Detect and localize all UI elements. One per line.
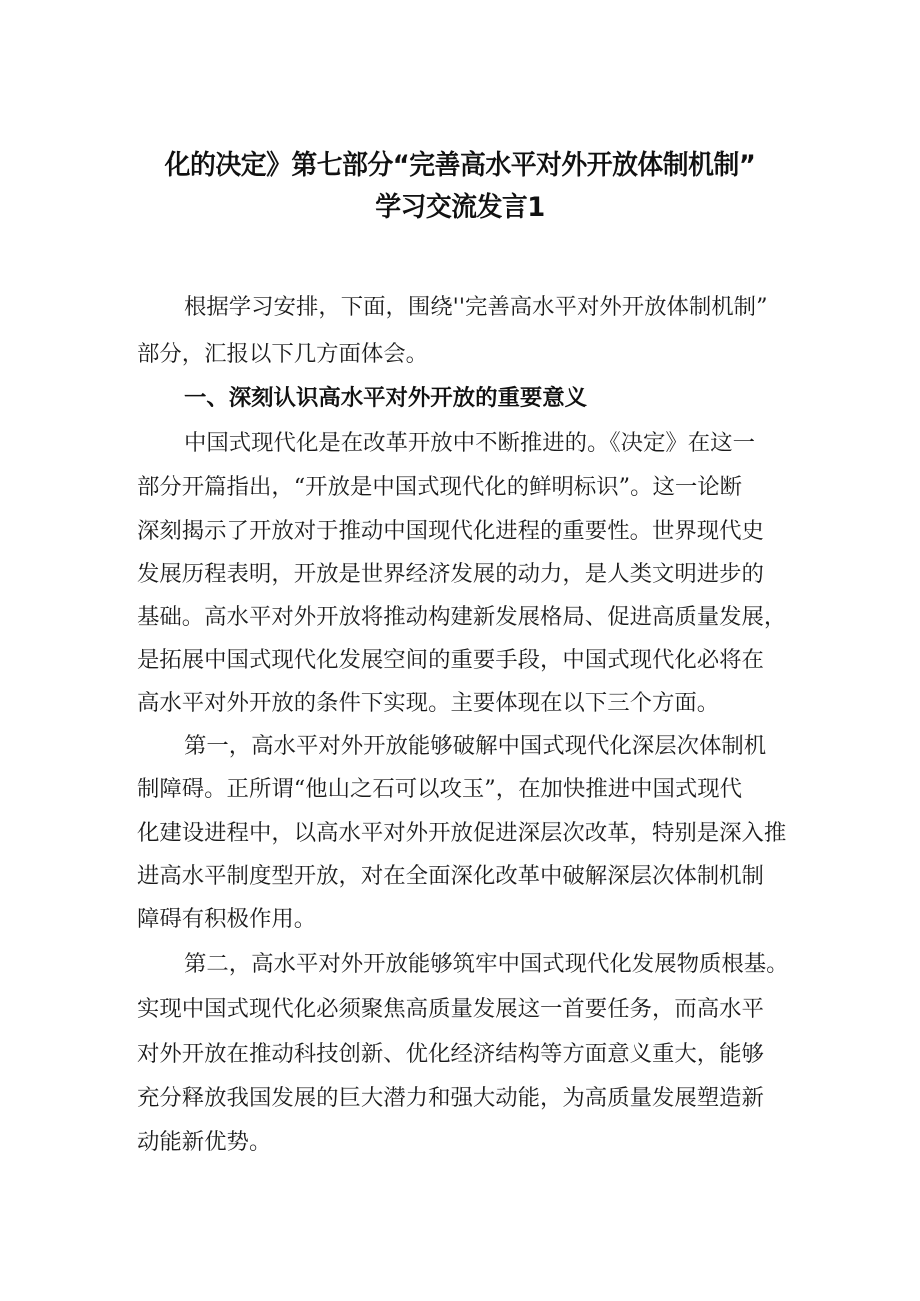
paragraph-line: 第二，高水平对外开放能够筑牢中国式现代化发展物质根基。 bbox=[184, 951, 789, 977]
paragraph-line: 高水平对外开放的条件下实现。主要体现在以下三个方面。 bbox=[137, 690, 720, 716]
paragraph-line: 是拓展中国式现代化发展空间的重要手段，中国式现代化必将在 bbox=[137, 647, 764, 673]
document-title-line-2: 学习交流发言1 bbox=[375, 192, 545, 223]
paragraph-line: 进高水平制度型开放，对在全面深化改革中破解深层次体制机制 bbox=[137, 863, 764, 889]
paragraph-line: 基础。高水平对外开放将推动构建新发展格局、促进高质量发展， bbox=[137, 604, 787, 630]
paragraph-line: 中国式现代化是在改革开放中不断推进的。《决定》在这一 bbox=[184, 430, 755, 456]
paragraph-line: 动能新优势。 bbox=[137, 1129, 272, 1155]
paragraph-line: 化建设进程中，以高水平对外开放促进深层次改革，特别是深入推 bbox=[137, 820, 787, 846]
document-title-line-1: 化的决定》第七部分“完善高水平对外开放体制机制” bbox=[164, 150, 756, 181]
paragraph-line: 深刻揭示了开放对于推动中国现代化进程的重要性。世界现代史 bbox=[137, 518, 764, 544]
paragraph-line: 实现中国式现代化必须聚焦高质量发展这一首要任务，而高水平 bbox=[137, 996, 764, 1022]
paragraph-line: 障碍有积极作用。 bbox=[137, 906, 317, 932]
paragraph-line: 制障碍。正所谓“他山之石可以攻玉”，在加快推进中国式现代 bbox=[137, 776, 743, 802]
paragraph-line: 部分开篇指出，“开放是中国式现代化的鲜明标识”。这一论断 bbox=[137, 474, 743, 500]
paragraph-line: 发展历程表明，开放是世界经济发展的动力，是人类文明进步的 bbox=[137, 561, 764, 587]
paragraph-line: 第一，高水平对外开放能够破解中国式现代化深层次体制机 bbox=[184, 733, 767, 759]
paragraph-line: 对外开放在推动科技创新、优化经济结构等方面意义重大，能够 bbox=[137, 1041, 764, 1067]
section-heading: 一、深刻认识高水平对外开放的重要意义 bbox=[184, 385, 588, 411]
intro-line: 部分，汇报以下几方面体会。 bbox=[137, 341, 429, 367]
paragraph-line: 充分释放我国发展的巨大潜力和强大动能，为高质量发展塑造新 bbox=[137, 1085, 764, 1111]
intro-line: 根据学习安排，下面，围绕''完善高水平对外开放体制机制” bbox=[184, 294, 768, 320]
